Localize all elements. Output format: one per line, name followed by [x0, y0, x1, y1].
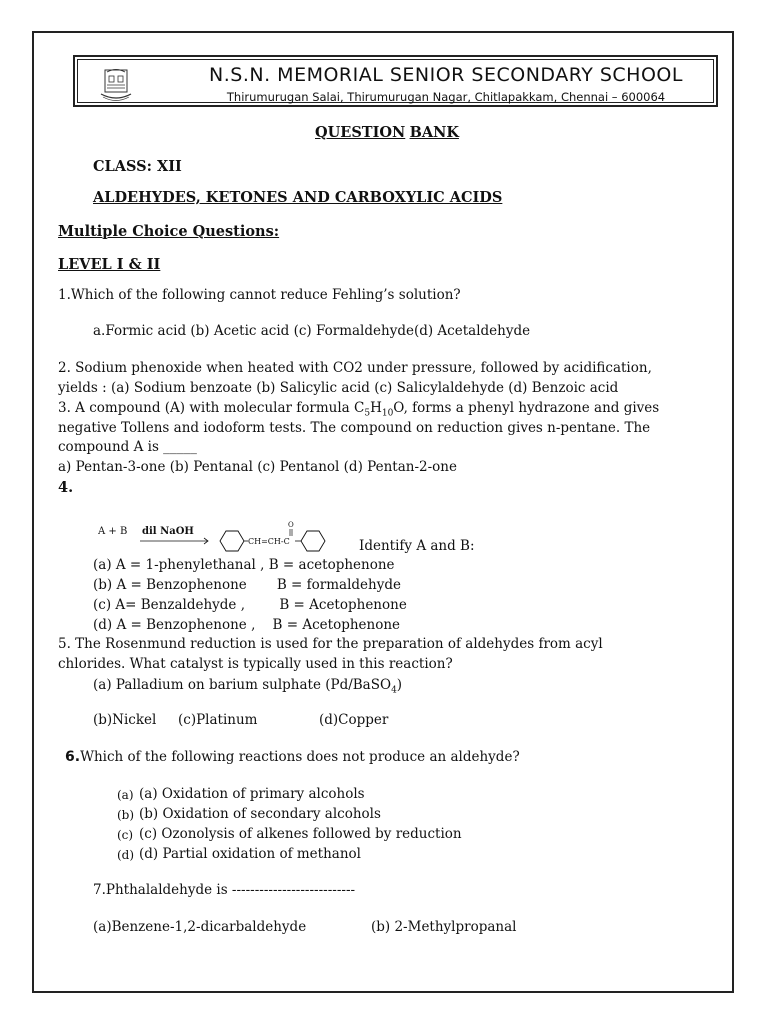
q6-number: 6.: [65, 749, 81, 765]
school-name: N.S.N. MEMORIAL SENIOR SECONDARY SCHOOL: [209, 64, 683, 86]
q5-line2: chlorides. What catalyst is typically used in this reaction?: [58, 656, 453, 672]
school-logo-icon: [96, 64, 136, 104]
q4-option-d: (d) A = Benzophenone , B = Acetophenone: [93, 617, 401, 633]
question-bank-title: [315, 124, 459, 141]
q3-line1-pre: 3. A compound (A) with molecular formula C: [58, 400, 365, 416]
q4-number: 4.: [58, 479, 74, 496]
q5-option-a: [93, 677, 402, 696]
q6-marker-a: (a): [117, 788, 134, 802]
q5-option-d: (d)Copper: [319, 712, 389, 728]
chapter-heading: ALDEHYDES, KETONES AND CARBOXYLIC ACIDS: [93, 189, 503, 206]
q7-option-b: (b) 2-Methylpropanal: [371, 919, 517, 935]
q3-h: H: [370, 400, 382, 416]
q5-option-a-pre: (a) Palladium on barium sulphate (Pd/BaSO: [93, 677, 392, 693]
page-border: [32, 31, 734, 993]
school-header: [73, 55, 718, 107]
benzene-ring-right: [301, 531, 325, 551]
level-heading: LEVEL I & II: [58, 256, 161, 273]
q3-line1-post: O, forms a phenyl hydrazone and gives: [393, 400, 660, 416]
title-bank: BANK: [409, 124, 459, 141]
class-heading: CLASS: XII: [93, 158, 182, 175]
q7-text: 7.Phthalaldehyde is ---------------------------: [93, 882, 356, 898]
reaction-reagent: dil NaOH: [142, 526, 194, 537]
reaction-chain: CH=CH-C: [248, 537, 290, 546]
q6-marker-c: (c): [117, 828, 134, 842]
q6-marker-d: (d): [117, 848, 135, 862]
q4-option-b: (b) A = Benzophenone B = formaldehyde: [93, 577, 401, 593]
q4-option-a: (a) A = 1-phenylethanal , B = acetophenone: [93, 557, 395, 573]
q7-option-a: (a)Benzene-1,2-dicarbaldehyde: [93, 919, 307, 935]
school-address: Thirumurugan Salai, Thirumurugan Nagar, Chitlapakkam, Chennai – 600064: [226, 90, 666, 104]
q5-line1: 5. The Rosenmund reduction is used for the preparation of aldehydes from acyl: [58, 636, 603, 652]
q3-options: a) Pentan-3-one (b) Pentanal (c) Pentanol (d) Pentan-2-one: [58, 459, 457, 475]
benzene-ring-left: [220, 531, 244, 551]
q5-option-b: (b)Nickel: [93, 712, 157, 728]
q1-options: a.Formic acid (b) Acetic acid (c) Formaldehyde(d) Acetaldehyde: [93, 323, 531, 339]
q6-option-b: (b) Oxidation of secondary alcohols: [139, 806, 381, 822]
q3-sub-5: 5: [364, 408, 371, 419]
q3-line3: compound A is _____: [58, 439, 197, 455]
q3-line2: negative Tollens and iodoform tests. The compound on reduction gives n-pentane. The: [58, 420, 651, 436]
q6-option-c: (c) Ozonolysis of alkenes followed by reduction: [139, 826, 462, 842]
section-heading: Multiple Choice Questions:: [58, 223, 280, 240]
q2-line1: 2. Sodium phenoxide when heated with CO2 under pressure, followed by acidification,: [58, 360, 652, 376]
q6-text: Which of the following reactions does not produce an aldehyde?: [80, 749, 520, 765]
title-question: QUESTION: [315, 124, 406, 141]
q1-text: 1.Which of the following cannot reduce Fehling’s solution?: [58, 287, 461, 303]
q5-option-a-sub: 4: [391, 685, 397, 696]
q6-option-d: (d) Partial oxidation of methanol: [139, 846, 361, 862]
q5-option-c: (c)Platinum: [178, 712, 258, 728]
q4-prompt: Identify A and B:: [359, 538, 475, 554]
q5-option-a-post: ): [396, 677, 403, 693]
q3-line1: [58, 400, 659, 419]
q6-question: [65, 749, 520, 765]
header-inner-border: [77, 59, 714, 103]
reaction-reactants: A + B: [98, 526, 128, 537]
aldol-reaction-scheme: [98, 517, 358, 557]
q6-marker-b: (b): [117, 808, 135, 822]
q6-option-a: (a) Oxidation of primary alcohols: [139, 786, 365, 802]
q4-option-c: (c) A= Benzaldehyde , B = Acetophenone: [93, 597, 407, 613]
q2-line2: yields : (a) Sodium benzoate (b) Salicylic acid (c) Salicylaldehyde (d) Benzoic acid: [58, 380, 619, 396]
q3-sub-10: 10: [381, 408, 394, 419]
carbonyl-oxygen: O: [288, 521, 294, 529]
